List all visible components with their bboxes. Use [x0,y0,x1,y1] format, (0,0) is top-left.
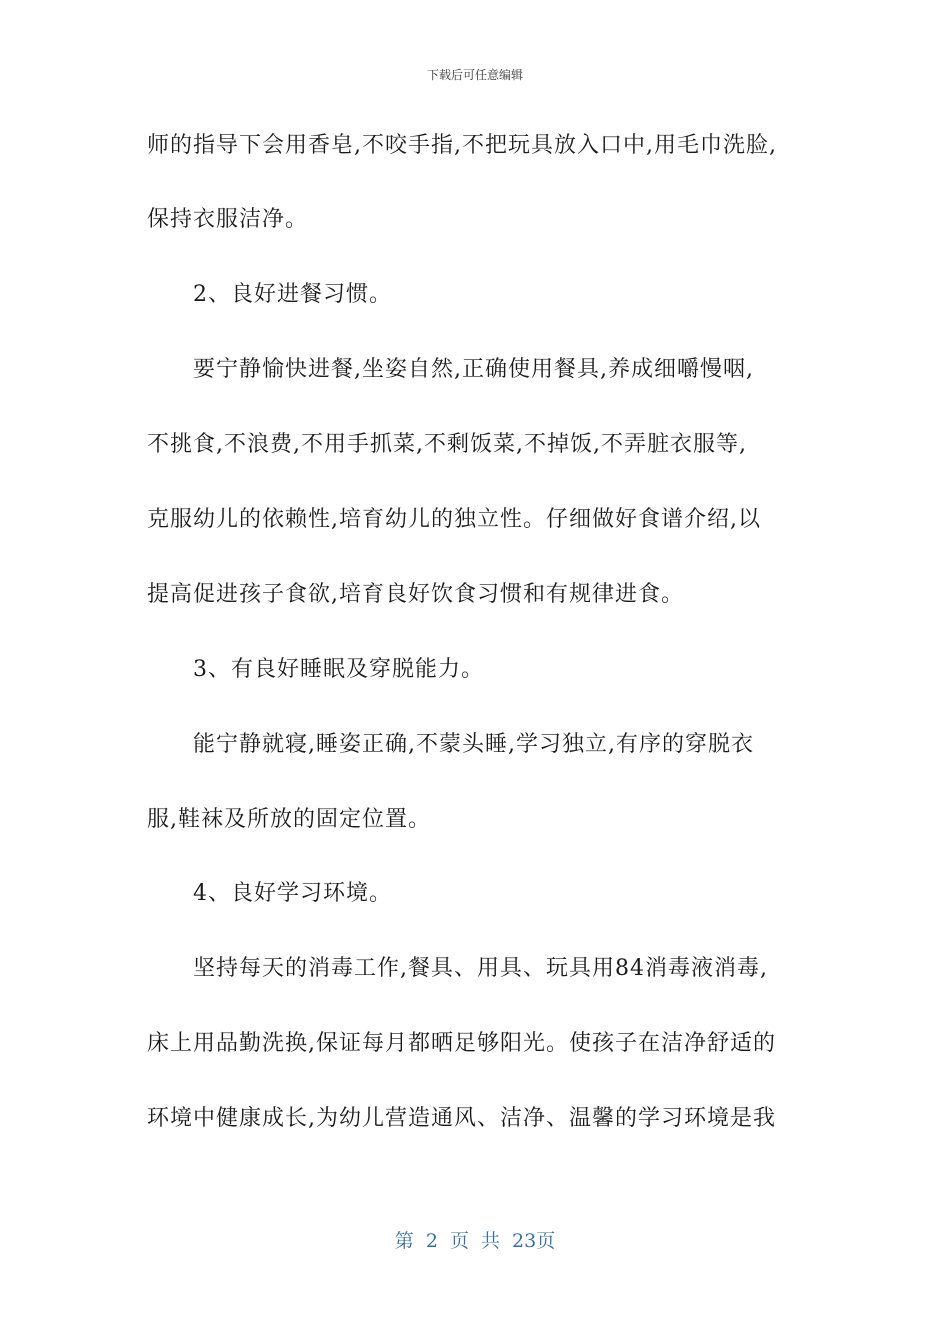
section-heading: 4、良好学习环境。 [193,881,392,906]
body-line: 提高促进孩子食欲,培育良好饮食习惯和有规律进食。 [147,582,684,607]
body-line: 要宁静愉快进餐,坐姿自然,正确使用餐具,养成细嚼慢咽, [193,357,754,382]
body-line: 床上用品勤洗换,保证每月都晒足够阳光。使孩子在洁净舒适的 [147,1031,776,1056]
body-line: 保持衣服洁净。 [147,207,309,232]
body-line: 环境中健康成长,为幼儿营造通风、洁净、温馨的学习环境是我 [147,1106,776,1131]
page-footer: 第 2 页 共 23页 [394,1230,556,1252]
body-line: 服,鞋袜及所放的固定位置。 [147,807,431,832]
body-line: 克服幼儿的依赖性,培育幼儿的独立性。仔细做好食谱介绍,以 [147,507,761,532]
section-heading: 2、良好进餐习惯。 [193,282,392,307]
body-line: 坚持每天的消毒工作,餐具、用具、玩具用84消毒液消毒, [193,956,768,981]
page-header: 下载后可任意编辑 [426,68,523,82]
section-heading: 3、有良好睡眠及穿脱能力。 [193,657,484,682]
body-line: 不挑食,不浪费,不用手抓菜,不剩饭菜,不掉饭,不弄脏衣服等, [147,432,747,457]
body-line: 能宁静就寝,睡姿正确,不蒙头睡,学习独立,有序的穿脱衣 [193,732,754,757]
body-line: 师的指导下会用香皂,不咬手指,不把玩具放入口中,用毛巾洗脸, [147,133,777,158]
